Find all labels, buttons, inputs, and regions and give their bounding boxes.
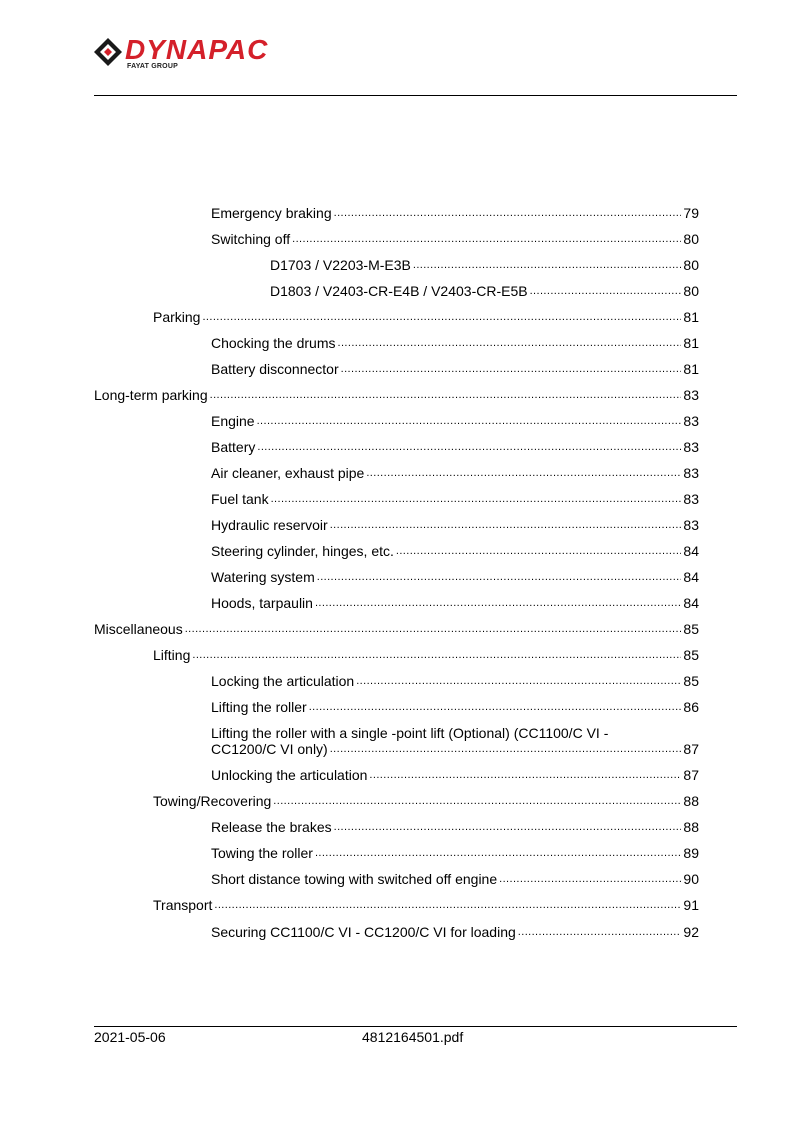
dot-leader <box>518 924 682 940</box>
dot-leader <box>185 621 682 637</box>
toc-entry-page: 83 <box>683 387 699 403</box>
toc-entry-page: 84 <box>683 595 699 611</box>
toc-entry-page: 83 <box>683 413 699 429</box>
toc-entry[interactable] <box>211 699 699 715</box>
toc-entry-page: 81 <box>683 361 699 377</box>
toc-entry-title: Engine <box>211 413 255 429</box>
toc-entry-title: Steering cylinder, hinges, etc. <box>211 543 394 559</box>
toc-entry-title-line1: Lifting the roller with a single -point lift (Optional) (CC1100/C VI - <box>211 725 609 741</box>
toc-entry-title: Unlocking the articulation <box>211 767 368 783</box>
dot-leader <box>210 387 682 403</box>
toc-entry-title: Parking <box>153 309 201 325</box>
toc-entry-title: Emergency braking <box>211 205 332 221</box>
toc-entry[interactable] <box>94 387 699 403</box>
toc-entry[interactable] <box>153 793 699 809</box>
toc-entry[interactable] <box>153 309 699 325</box>
dot-leader <box>413 257 682 273</box>
toc-entry-page: 81 <box>683 335 699 351</box>
toc-entry-title: Miscellaneous <box>94 621 183 637</box>
dot-leader <box>334 205 682 221</box>
toc-entry-page: 80 <box>683 257 699 273</box>
toc-entry-page: 92 <box>683 924 699 940</box>
toc-entry-title: Fuel tank <box>211 491 269 507</box>
toc-entry-page: 80 <box>683 231 699 247</box>
dynapac-logo <box>93 34 333 74</box>
toc-entry-page: 86 <box>683 699 699 715</box>
dot-leader <box>271 491 682 507</box>
footer-filename: 4812164501.pdf <box>362 1029 464 1045</box>
toc-entry-title: Transport <box>153 897 213 913</box>
toc-entry-title: Air cleaner, exhaust pipe <box>211 465 365 481</box>
toc-entry-page: 80 <box>683 283 699 299</box>
toc-entry-title: Battery disconnector <box>211 361 339 377</box>
toc-entry-title: Long-term parking <box>94 387 208 403</box>
footer-divider <box>94 1026 737 1027</box>
toc-entry[interactable] <box>211 543 699 559</box>
toc-entry-page: 87 <box>683 767 699 783</box>
toc-entry[interactable] <box>211 845 699 861</box>
dot-leader <box>273 793 681 809</box>
toc-entry-title: Switching off <box>211 231 291 247</box>
dot-leader <box>330 741 682 757</box>
dot-leader <box>330 517 682 533</box>
dot-leader <box>309 699 682 715</box>
toc-entry[interactable] <box>211 819 699 835</box>
toc-entry-page: 81 <box>683 309 699 325</box>
toc-entry[interactable] <box>211 741 699 757</box>
dot-leader <box>202 309 681 325</box>
toc-entry-page: 84 <box>683 543 699 559</box>
toc-entry-page: 88 <box>683 819 699 835</box>
toc-entry-page: 85 <box>683 647 699 663</box>
toc-entry[interactable] <box>211 361 699 377</box>
toc-entry[interactable] <box>153 647 699 663</box>
toc-entry-page: 85 <box>683 621 699 637</box>
toc-entry[interactable] <box>211 767 699 783</box>
toc-entry-title: D1803 / V2403-CR-E4B / V2403-CR-E5B <box>270 283 528 299</box>
dot-leader <box>192 647 681 663</box>
toc-entry-page: 84 <box>683 569 699 585</box>
toc-entry-page: 83 <box>683 491 699 507</box>
toc-entry[interactable] <box>94 621 699 637</box>
toc-entry-page: 83 <box>683 439 699 455</box>
brand-name: DYNAPAC <box>125 34 269 65</box>
dot-leader <box>257 439 681 455</box>
toc-entry-title: Locking the articulation <box>211 673 355 689</box>
toc-entry[interactable] <box>211 491 699 507</box>
toc-entry[interactable] <box>211 871 699 887</box>
diamond-arrow-logo-icon <box>93 37 123 67</box>
dot-leader <box>317 569 682 585</box>
dot-leader <box>341 361 682 377</box>
toc-entry-title: Towing/Recovering <box>153 793 272 809</box>
toc-entry[interactable] <box>211 569 699 585</box>
dot-leader <box>214 897 681 913</box>
toc-entry-title: Release the brakes <box>211 819 332 835</box>
dot-leader <box>257 413 682 429</box>
toc-entry-page: 83 <box>683 465 699 481</box>
toc-entry[interactable] <box>211 439 699 455</box>
dot-leader <box>396 543 682 559</box>
header-divider <box>94 95 737 96</box>
toc-entry[interactable] <box>211 413 699 429</box>
toc-entry-page: 89 <box>683 845 699 861</box>
dot-leader <box>315 845 681 861</box>
toc-entry-page: 91 <box>683 897 699 913</box>
toc-entry[interactable] <box>211 517 699 533</box>
toc-entry-page: 88 <box>683 793 699 809</box>
brand-subtitle: FAYAT GROUP <box>127 63 178 70</box>
toc-entry-page: 87 <box>683 741 699 757</box>
toc-entry-title: Short distance towing with switched off engine <box>211 871 498 887</box>
toc-entry[interactable] <box>211 673 699 689</box>
toc-entry[interactable] <box>211 595 699 611</box>
toc-entry-page: 85 <box>683 673 699 689</box>
toc-entry-title: Hydraulic reservoir <box>211 517 328 533</box>
toc-entry-title: Hoods, tarpaulin <box>211 595 313 611</box>
toc-entry[interactable] <box>270 257 699 273</box>
toc-entry-title: Battery <box>211 439 256 455</box>
toc-entry-multiline-first[interactable] <box>211 725 699 741</box>
toc-entry-page: 90 <box>683 871 699 887</box>
toc-entry-page: 79 <box>683 205 699 221</box>
toc-entry[interactable] <box>211 924 699 940</box>
toc-entry-title: Chocking the drums <box>211 335 336 351</box>
toc-entry-title: Securing CC1100/C VI - CC1200/C VI for loading <box>211 924 516 940</box>
toc-entry-title: CC1200/C VI only) <box>211 741 328 757</box>
toc-entry[interactable] <box>211 231 699 247</box>
toc-entry-title: Lifting <box>153 647 191 663</box>
toc-entry-page: 83 <box>683 517 699 533</box>
dot-leader <box>366 465 681 481</box>
dot-leader <box>292 231 681 247</box>
toc-entry-title: Towing the roller <box>211 845 313 861</box>
toc-entry[interactable] <box>211 335 699 351</box>
toc-entry[interactable] <box>270 283 699 299</box>
toc-entry-title: Watering system <box>211 569 315 585</box>
dot-leader <box>369 767 681 783</box>
dot-leader <box>334 819 682 835</box>
dot-leader <box>338 335 682 351</box>
dot-leader <box>530 283 682 299</box>
toc-entry[interactable] <box>153 897 699 913</box>
dot-leader <box>315 595 681 611</box>
toc-entry[interactable] <box>211 205 699 221</box>
footer-date: 2021-05-06 <box>94 1029 166 1045</box>
dot-leader <box>499 871 681 887</box>
toc-entry-title: Lifting the roller <box>211 699 307 715</box>
dot-leader <box>356 673 681 689</box>
toc-entry[interactable] <box>211 465 699 481</box>
toc-entry-title: D1703 / V2203-M-E3B <box>270 257 411 273</box>
